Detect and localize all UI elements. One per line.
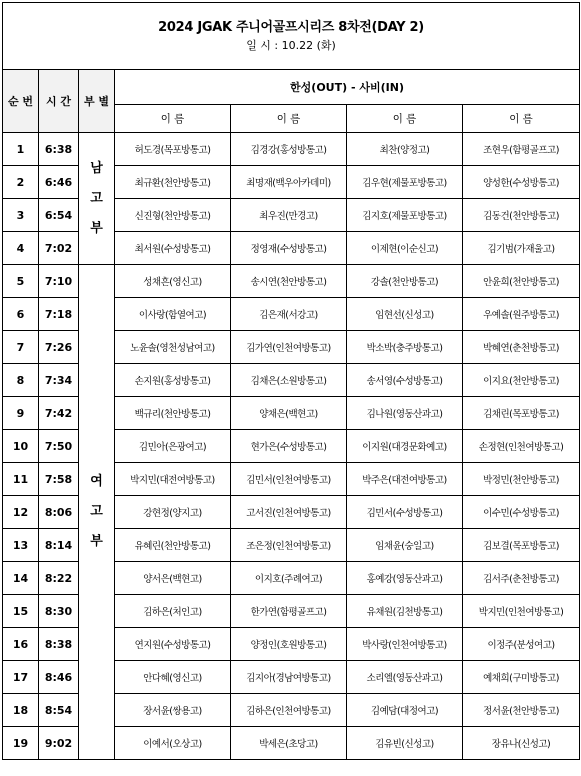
player-name: 임현선(신성고) [347,298,463,331]
player-name: 고서진(인천여방통고) [231,496,347,529]
order-number: 10 [3,430,39,463]
order-number: 3 [3,199,39,232]
order-number: 7 [3,331,39,364]
group-label-char: 부 [90,220,103,236]
player-name: 안다혜(영신고) [115,661,231,694]
player-name: 양정인(호원방통고) [231,628,347,661]
player-name: 박혜연(춘천방통고) [463,331,580,364]
order-number: 14 [3,562,39,595]
header-name-2: 이 름 [231,105,347,133]
player-name: 정서윤(천안방통고) [463,694,580,727]
player-name: 강솔(천안방통고) [347,265,463,298]
player-name: 박지민(대전여방통고) [115,463,231,496]
player-name: 김민아(은광여고) [115,430,231,463]
tee-time: 8:46 [39,661,79,694]
player-name: 강현정(양지고) [115,496,231,529]
player-name: 김경강(홍성방통고) [231,133,347,166]
player-name: 박소박(충주방통고) [347,331,463,364]
player-name: 우예솔(원주방통고) [463,298,580,331]
player-name: 김채은(소원방통고) [231,364,347,397]
player-name: 김하은(처인고) [115,595,231,628]
event-date: 일 시 : 10.22 (화) [246,39,336,52]
tee-time: 6:54 [39,199,79,232]
player-name: 최명재(백우아카데미) [231,166,347,199]
tee-time: 9:02 [39,727,79,760]
player-name: 손지원(홍성방통고) [115,364,231,397]
player-name: 송서영(수성방통고) [347,364,463,397]
player-name: 박지민(인천여방통고) [463,595,580,628]
order-number: 12 [3,496,39,529]
player-name: 손정현(인천여방통고) [463,430,580,463]
player-name: 이지원(대경문화예고) [347,430,463,463]
player-name: 최규환(천안방통고) [115,166,231,199]
player-name: 최찬(양정고) [347,133,463,166]
player-name: 박정민(천안방통고) [463,463,580,496]
page-title: 2024 JGAK 주니어골프시리즈 8차전(DAY 2) [158,20,424,35]
player-name: 임채윤(숭일고) [347,529,463,562]
player-name: 한가연(함평골프고) [231,595,347,628]
tee-time: 7:02 [39,232,79,265]
tee-time: 8:22 [39,562,79,595]
player-name: 노윤솔(영천성남여고) [115,331,231,364]
tee-time: 8:38 [39,628,79,661]
player-name: 현가은(수성방통고) [231,430,347,463]
tee-time: 7:34 [39,364,79,397]
order-number: 5 [3,265,39,298]
player-name: 김서주(춘천방통고) [463,562,580,595]
tee-time: 8:14 [39,529,79,562]
tee-time: 8:54 [39,694,79,727]
tee-time: 7:18 [39,298,79,331]
order-number: 8 [3,364,39,397]
player-name: 조은정(인천여방통고) [231,529,347,562]
player-name: 성채흔(영신고) [115,265,231,298]
order-number: 13 [3,529,39,562]
player-name: 연지원(수성방통고) [115,628,231,661]
player-name: 박세은(초당고) [231,727,347,760]
player-name: 이사랑(함열여고) [115,298,231,331]
group-label-char: 여 [90,474,103,489]
player-name: 이수민(수성방통고) [463,496,580,529]
player-name: 최우진(만경고) [231,199,347,232]
tee-time-table [2,2,580,760]
player-name: 허도경(목포방통고) [115,133,231,166]
player-name: 양채은(백현고) [231,397,347,430]
player-name: 김우현(제물포방통고) [347,166,463,199]
player-name: 홍예강(영동산과고) [347,562,463,595]
tee-time: 7:50 [39,430,79,463]
order-number: 1 [3,133,39,166]
table-row [3,265,580,298]
tee-time: 7:26 [39,331,79,364]
player-name: 김하은(인천여방통고) [231,694,347,727]
order-number: 9 [3,397,39,430]
player-name: 이지요(천안방통고) [463,364,580,397]
player-name: 유채원(김천방통고) [347,595,463,628]
player-name: 안윤희(천안방통고) [463,265,580,298]
player-name: 양성한(수성방통고) [463,166,580,199]
group-label-char: 남 [90,160,103,176]
player-name: 김지호(제물포방통고) [347,199,463,232]
order-number: 4 [3,232,39,265]
table-row [3,133,580,166]
player-name: 최서원(수성방통고) [115,232,231,265]
order-number: 2 [3,166,39,199]
group-label-char: 부 [90,534,103,549]
tee-time: 6:38 [39,133,79,166]
header-time: 시 간 [39,70,79,133]
header-order: 순 번 [3,70,39,133]
player-name: 김채린(목포방통고) [463,397,580,430]
player-name: 박사랑(인천여방통고) [347,628,463,661]
player-name: 소리엘(영동산과고) [347,661,463,694]
group-boys-high [79,133,115,265]
order-number: 15 [3,595,39,628]
order-number: 6 [3,298,39,331]
player-name: 장서윤(쌍용고) [115,694,231,727]
tee-time-sheet [2,2,579,772]
header-name-4: 이 름 [463,105,580,133]
tee-time: 6:46 [39,166,79,199]
player-name: 이정주(분성여고) [463,628,580,661]
header-course: 한성(OUT) - 사비(IN) [115,70,580,105]
player-name: 송시연(천안방통고) [231,265,347,298]
order-number: 11 [3,463,39,496]
order-number: 18 [3,694,39,727]
header-name-3: 이 름 [347,105,463,133]
player-name: 김유빈(신성고) [347,727,463,760]
player-name: 박주은(대전여방통고) [347,463,463,496]
player-name: 김지아(경남여방통고) [231,661,347,694]
player-name: 유혜린(천안방통고) [115,529,231,562]
player-name: 김보결(목포방통고) [463,529,580,562]
tee-time: 7:10 [39,265,79,298]
player-name: 장유나(신성고) [463,727,580,760]
header-group: 부 별 [79,70,115,133]
player-name: 김민서(인천여방통고) [231,463,347,496]
player-name: 조현우(함평골프고) [463,133,580,166]
order-number: 16 [3,628,39,661]
player-name: 양서은(백현고) [115,562,231,595]
order-number: 19 [3,727,39,760]
player-name: 백규리(천안방통고) [115,397,231,430]
player-name: 이예서(오상고) [115,727,231,760]
tee-time: 8:06 [39,496,79,529]
player-name: 김예담(대정여고) [347,694,463,727]
tee-time: 8:30 [39,595,79,628]
player-name: 이지호(주례여고) [231,562,347,595]
player-name: 예채희(구미방통고) [463,661,580,694]
player-name: 김기범(가재울고) [463,232,580,265]
player-name: 정영재(수성방통고) [231,232,347,265]
title-block [3,3,580,70]
group-girls-high [79,265,115,760]
group-label-char: 고 [90,504,103,519]
tee-time: 7:42 [39,397,79,430]
player-name: 김은재(서강고) [231,298,347,331]
tee-time: 7:58 [39,463,79,496]
player-name: 신진형(천안방통고) [115,199,231,232]
header-name-1: 이 름 [115,105,231,133]
player-name: 김가연(인천여방통고) [231,331,347,364]
player-name: 김동건(천안방통고) [463,199,580,232]
player-name: 김나원(영동산과고) [347,397,463,430]
group-label-char: 고 [90,190,103,206]
player-name: 김민서(수성방통고) [347,496,463,529]
order-number: 17 [3,661,39,694]
player-name: 이제현(이순신고) [347,232,463,265]
